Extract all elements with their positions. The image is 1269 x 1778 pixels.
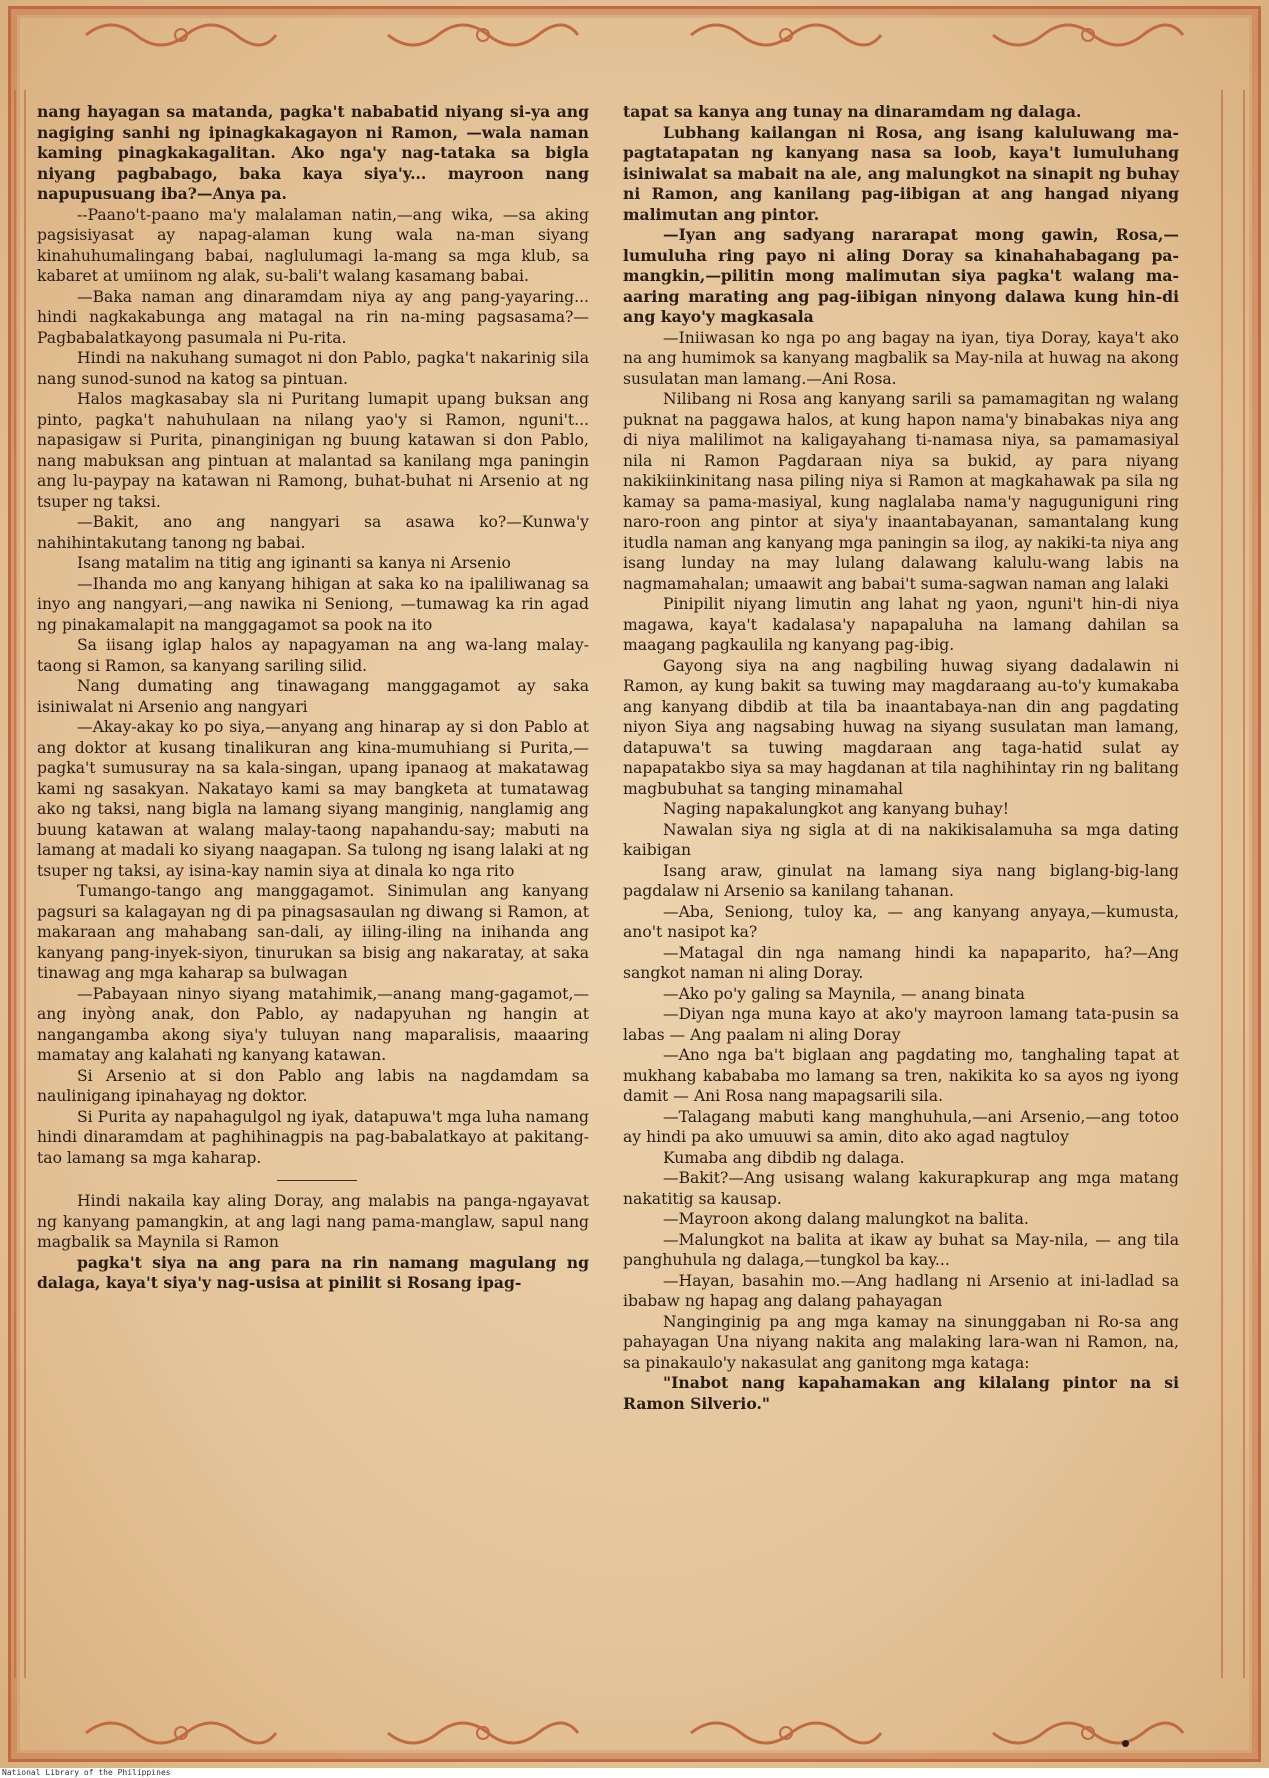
paragraph: Gayong siya na ang nagbiling huwag siyang dadalawin ni Ramon, ay kung bakit sa tuwing may magdaraang au-to'y kumakaba ang kanyang dibdib at tila ba inaantabaya-nan din ang pagdating niyon Siya ang nagsabing huwag na siyang susulatan man lamang, datapuwa't sa tuwing magdaraan ang taga-hatid sulat ay napapatakbo siya sa may hagdanan at tila naghihintay rin ng balitang magbubuhat sa tanging minamahal xyxy=(623,656,1179,798)
paragraph: —Bakit, ano ang nangyari sa asawa ko?—Kunwa'y nahihintakutang tanong ng babai. xyxy=(37,513,589,552)
paragraph: —Hayan, basahin mo.—Ang hadlang ni Arsenio at ini-ladlad sa ibabaw ng hapag ang dalang pahayagan xyxy=(623,1271,1179,1310)
paragraph: Isang matalim na titig ang iginanti sa kanya ni Arsenio xyxy=(77,554,511,572)
paragraph: —Iyan ang sadyang nararapat mong gawin, Rosa,—lumuluha ring payo ni aling Doray sa kinahahabagang pa-mangkin,—pilitin mong malimutan siya pagka't walang ma-aaring marating ang pag-iibigan ninyong dalawa kung hin-di ang kayo'y magkasala xyxy=(623,225,1179,326)
paragraph: Hindi na nakuhang sumagot ni don Pablo, pagka't nakarinig sila nang sunod-sunod na katog sa pintuan. xyxy=(37,349,589,388)
top-ornament-band xyxy=(30,14,1239,56)
paragraph: pagka't siya na ang para na rin namang magulang ng dalaga, kaya't siya'y nag-usisa at pinilit si Rosang ipag- xyxy=(37,1252,589,1292)
paragraph: —Akay-akay ko po siya,—anyang ang hinarap ay si don Pablo at ang doktor at kusang tinalikuran ang kina-mumuhiang si Purita,—pagka't sumusuray na sa kala-singan, upang ipanaog at makatawag kami ng sasakyan. Nakatayo kami sa may bangketa at tumatawag ako ng taksi, nang bigla na lamang siyang manginig, nanglamig ang buung katawan at walang malay-taong napahandu-say; mabuti na lamang at madali ko siyang naagapan. Sa tulong ng isang lalaki at ng tsuper ng taksi, ay isina-kay namin siya at dinala ko nga rito xyxy=(37,718,589,880)
paragraph: Nanginginig pa ang mga kamay na sinunggaban ni Ro-sa ang pahayagan Una niyang nakita ang malaking lara-wan ni Ramon, na, sa pinakaulo'y nakasulat ang ganitong mga kataga: xyxy=(623,1312,1179,1372)
paragraph: Kumaba ang dibdib ng dalaga. xyxy=(663,1148,905,1167)
paragraph: —Aba, Seniong, tuloy ka, — ang kanyang anyaya,—kumusta, ano't nasipot ka? xyxy=(623,902,1179,941)
paragraph: Nang dumating ang tinawagang manggagamot ay saka isiniwalat ni Arsenio ang nangyari xyxy=(37,677,589,716)
paragraph: —Diyan nga muna kayo at ako'y mayroon lamang tata-pusin sa labas — Ang paalam ni aling Doray xyxy=(623,1005,1179,1044)
scroll-ornament-icon xyxy=(383,1713,583,1753)
right-border-bar xyxy=(1221,90,1245,1678)
paragraph: Hindi nakaila kay aling Doray, ang malabis na panga-ngayavat ng kanyang pamangkin, at ang lagi nang pama-manglaw, sapul nang magbalik sa Maynila si Ramon xyxy=(37,1192,589,1251)
paragraph: —Baka naman ang dinaramdam niya ay ang pang-yayaring... hindi nagkakabunga ang matagal na rin na-ming pagsasama?—Pagbabalatkayong pasumala ni Pu-rita. xyxy=(37,287,589,347)
paragraph: —Iniiwasan ko nga po ang bagay na iyan, tiya Doray, kaya't ako na ang humimok sa kanyang magbalik sa May-nila at huwag na akong susulatan man lamang.—Ani Rosa. xyxy=(623,328,1179,388)
right-text-column xyxy=(623,102,1179,1414)
paragraph: Nawalan siya ng sigla at di na nakikisalamuha sa mga dating kaibigan xyxy=(623,820,1179,859)
paragraph: —Ihanda mo ang kanyang hihigan at saka ko na ipaliliwanag sa inyo ang nangyari,—ang nawika ni Seniong, —tumawag ka rin agad ng pinakamalapit na manggagamot sa pook na ito xyxy=(37,574,589,634)
footer-credit: National Library of the Philippines xyxy=(2,1768,1269,1778)
paragraph: nang hayagan sa matanda, pagka't nababatid niyang si-ya ang nagiging sanhi ng ipinagkakagayon ni Ramon, —wala naman kaming pinagkakagalitan. Ako nga'y nag-tataka sa bigla niyang pagbabago, baka kaya siya'y... mayroon nang napupusuang iba?—Anya pa. xyxy=(37,102,589,203)
bottom-ornament-band xyxy=(30,1712,1239,1754)
scroll-ornament-icon xyxy=(988,15,1188,55)
paragraph: —Talagang mabuti kang manghuhula,—ani Arsenio,—ang totoo ay hindi pa ako umuuwi sa amin, dito ako agad nagtuloy xyxy=(623,1107,1179,1146)
scroll-ornament-icon xyxy=(383,15,583,55)
paragraph: Si Purita ay napahagulgol ng iyak, datapuwa't mga luha namang hindi dinaramdam at paghihinagpis na pag-babalatkayo at pakitang-tao lamang sa mga kaharap. xyxy=(37,1107,589,1167)
ink-dot xyxy=(1122,1740,1129,1747)
paragraph: Isang araw, ginulat na lamang siya nang biglang-big-lang pagdalaw ni Arsenio sa kanilang tahanan. xyxy=(623,861,1179,900)
paragraph: tapat sa kanya ang tunay na dinaramdam ng dalaga. xyxy=(623,102,1082,121)
paragraph: "Inabot nang kapahamakan ang kilalang pintor na si Ramon Silverio." xyxy=(623,1373,1179,1413)
scroll-ornament-icon xyxy=(81,15,281,55)
paragraph: —Matagal din nga namang hindi ka napaparito, ha?—Ang sangkot naman ni aling Doray. xyxy=(623,943,1179,982)
paragraph: Sa iisang iglap halos ay napagyaman na ang wa-lang malay-taong si Ramon, sa kanyang sariling silid. xyxy=(37,636,589,675)
paragraph: —Ako po'y galing sa Maynila, — anang binata xyxy=(663,984,1025,1003)
scroll-ornament-icon xyxy=(81,1713,281,1753)
paragraph: —Mayroon akong dalang malungkot na balita. xyxy=(663,1210,1029,1228)
paragraph: --Paano't-paano ma'y malalaman natin,—ang wika, —sa aking pagsisiyasat ay napag-alaman kung wala na-man siyang kinahuhumalingang babai, naglulumagi la-mang sa mga klub, sa kabaret at umiinom ng alak, su-bali't walang kasamang babai. xyxy=(37,205,589,285)
paragraph: Naging napakalungkot ang kanyang buhay! xyxy=(663,800,1009,818)
left-border-bar xyxy=(14,90,26,1678)
paragraph: —Bakit?—Ang usisang walang kakurapkurap ang mga matang nakatitig sa kausap. xyxy=(623,1169,1179,1208)
paragraph: —Pabayaan ninyo siyang matahimik,—anang mang-gagamot,—ang inyòng anak, don Pablo, ay nadapyuhan ng hangin at nangangamba akong siya'y tuluyan nang maparalisis, maaaring mamatay ang kalahati ng kanyang katawan. xyxy=(37,984,589,1064)
section-divider xyxy=(277,1180,357,1181)
paragraph: Nilibang ni Rosa ang kanyang sarili sa pamamagitan ng walang puknat na paggawa halos, at kung hapon nama'y binabakas niya ang di niya malilimot na kaligayahang ti-namasa niya, sa pamamasiyal nila ni Ramon Pagdaraan niya sa bukid, ay para niyang nakikiinkinitang nasa piling niya si Ramon at magkahawak pa sila ng kamay sa pama-masiyal, kung naglalaba nama'y naguguniguni ring naro-roon ang pintor at siya'y inaantabayanan, samantalang kung itudla naman ang kanyang mga paningin sa ilog, ay nakiki-ta niya ang isang lunday na may lulang dalawang kalulu-wang labis na nagmamahalan; umaawit ang babai't suma-sagwan naman ang lalaki xyxy=(623,390,1179,593)
scroll-ornament-icon xyxy=(988,1713,1188,1753)
scroll-ornament-icon xyxy=(686,1713,886,1753)
paragraph: Si Arsenio at si don Pablo ang labis na nagdamdam sa naulinigang ipinahayag ng doktor. xyxy=(37,1066,589,1105)
paragraph: Tumango-tango ang manggagamot. Sinimulan ang kanyang pagsuri sa kalagayan ng di pa pinagsasaulan ng diwang si Ramon, at makaraan ang mahabang san-dali, ay iiling-iling na inihanda ang kanyang pang-inyek-siyon, tinurukan sa bisig ang nakaratay, at saka tinawag ang mga kaharap sa bulwagan xyxy=(37,882,589,982)
paragraph: Pinipilit niyang limutin ang lahat ng yaon, nguni't hin-di niya magawa, kaya't kadalasa'y napapaluha na lamang dahilan sa maagang pagkaulila ng kanyang pag-ibig. xyxy=(623,595,1179,654)
paragraph: Lubhang kailangan ni Rosa, ang isang kaluluwang ma-pagtatapatan ng kanyang nasa sa loob, kaya't lumuluhang isiniwalat sa mabait na ale, ang malungkot na sinapit ng buhay ni Ramon, ang kanilang pag-iibigan at ang hangad niyang malimutan ang pintor. xyxy=(623,122,1179,224)
paragraph: Halos magkasabay sla ni Puritang lumapit upang buksan ang pinto, pagka't nahuhulaan na nilang yao'y si Ramon, nguni't... napasigaw si Purita, pinanginigan ng buung katawan si don Pablo, nang mabuksan ang pintuan at malantad sa kanilang mga paningin ang lu-paypay na katawan ni Ramong, buhat-buhat ni Arsenio at ng tsuper ng taksi. xyxy=(37,390,589,511)
paragraph: —Malungkot na balita at ikaw ay buhat sa May-nila, — ang tila panghuhula ng dalaga,—tungkol ba kay... xyxy=(623,1230,1179,1269)
scroll-ornament-icon xyxy=(686,15,886,55)
paragraph: —Ano nga ba't biglaan ang pagdating mo, tanghaling tapat at mukhang kabababa mo lamang sa tren, nakikita ko sa ayos ng iyong damit — Ani Rosa nang mapagsarili sila. xyxy=(623,1046,1179,1105)
left-text-column xyxy=(37,102,589,1294)
